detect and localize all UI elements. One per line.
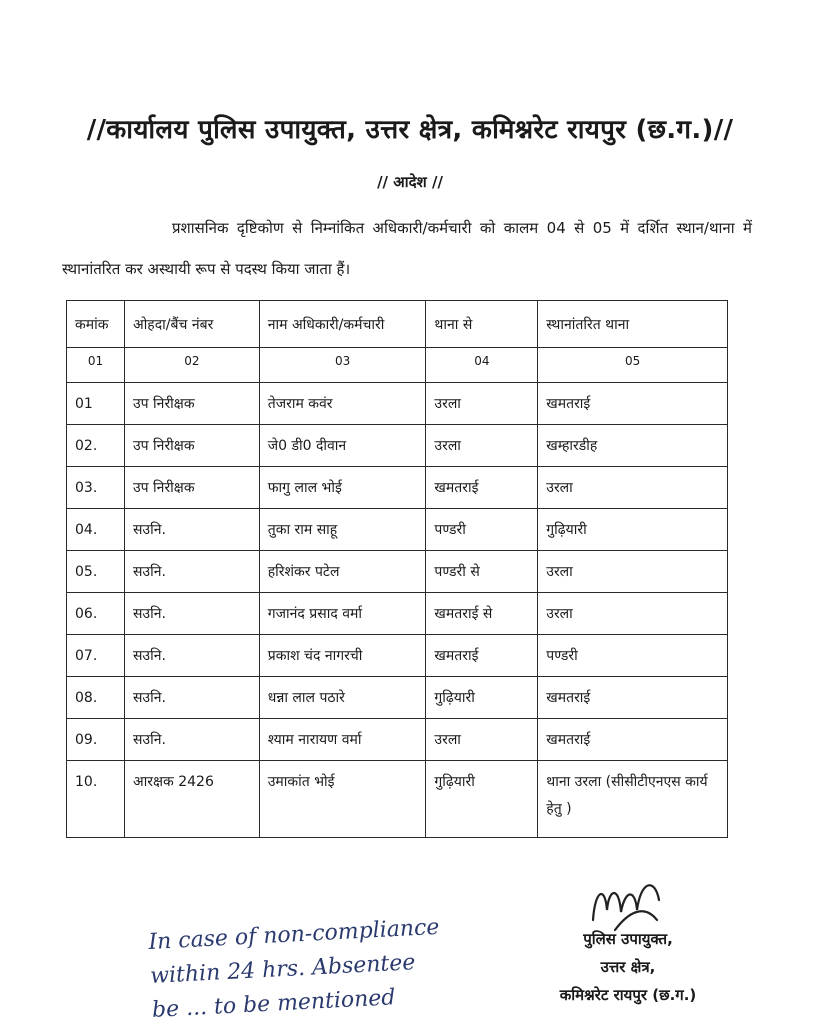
cell-from-station: उरला	[426, 383, 538, 425]
column-number: 01	[67, 348, 125, 383]
cell-serial: 09.	[67, 719, 125, 761]
cell-serial: 06.	[67, 593, 125, 635]
cell-rank: सउनि.	[124, 677, 259, 719]
cell-rank: सउनि.	[124, 719, 259, 761]
cell-from-station: पण्डरी	[426, 509, 538, 551]
table-row	[67, 593, 728, 635]
page-title: //कार्यालय पुलिस उपायुक्त, उत्तर क्षेत्र, कमिश्नरेट रायपुर (छ.ग.)//	[86, 115, 734, 145]
table-row	[67, 509, 728, 551]
cell-to-station: गुढ़ियारी	[538, 509, 728, 551]
cell-to-station: थाना उरला (सीसीटीएनएस कार्य हेतु )	[538, 761, 728, 838]
header-to-station: स्थानांतरित थाना	[538, 301, 728, 348]
cell-rank: उप निरीक्षक	[124, 425, 259, 467]
handwritten-line: within 24 hrs. Absentee	[149, 950, 416, 989]
cell-rank: उप निरीक्षक	[124, 383, 259, 425]
signature-block	[528, 925, 728, 1009]
cell-name: गजानंद प्रसाद वर्मा	[259, 593, 426, 635]
cell-serial: 07.	[67, 635, 125, 677]
header-name: नाम अधिकारी/कर्मचारी	[259, 301, 426, 348]
handwritten-note	[148, 904, 573, 1028]
transfer-table	[66, 300, 728, 838]
handwritten-line: be ... to be mentioned	[151, 985, 397, 1023]
cell-from-station: पण्डरी से	[426, 551, 538, 593]
cell-name: धन्ना लाल पठारे	[259, 677, 426, 719]
cell-from-station: खमतराई	[426, 635, 538, 677]
table-row	[67, 425, 728, 467]
cell-name: तुका राम साहू	[259, 509, 426, 551]
cell-serial: 01	[67, 383, 125, 425]
cell-from-station: गुढ़ियारी	[426, 677, 538, 719]
cell-name: तेजराम कवंर	[259, 383, 426, 425]
table-row	[67, 677, 728, 719]
cell-to-station: उरला	[538, 593, 728, 635]
header-from-station: थाना से	[426, 301, 538, 348]
column-number: 03	[259, 348, 426, 383]
cell-from-station: खमतराई से	[426, 593, 538, 635]
order-paragraph: प्रशासनिक दृष्टिकोण से निम्नांकित अधिकारी/कर्मचारी को कालम 04 से 05 में दर्शित स्थान/थाना में स्थानांतरित कर अस्थायी रूप से पदस्थ किया जाता हैं।	[62, 219, 752, 278]
cell-to-station: पण्डरी	[538, 635, 728, 677]
column-number: 05	[538, 348, 728, 383]
cell-serial: 05.	[67, 551, 125, 593]
table-row	[67, 383, 728, 425]
header-rank: ओहदा/बैंच नंबर	[124, 301, 259, 348]
cell-to-station: खमतराई	[538, 719, 728, 761]
cell-rank: सउनि.	[124, 551, 259, 593]
header-serial: कमांक	[67, 301, 125, 348]
cell-to-station: खमतराई	[538, 383, 728, 425]
cell-to-station: खमतराई	[538, 677, 728, 719]
signature-designation: पुलिस उपायुक्त,	[583, 930, 673, 948]
cell-name: उमाकांत भोई	[259, 761, 426, 838]
table-row	[67, 467, 728, 509]
cell-from-station: खमतराई	[426, 467, 538, 509]
column-number: 02	[124, 348, 259, 383]
cell-from-station: उरला	[426, 425, 538, 467]
cell-to-station: उरला	[538, 467, 728, 509]
table-row	[67, 761, 728, 838]
signature-office: कमिश्नरेट रायपुर (छ.ग.)	[559, 986, 697, 1004]
cell-from-station: गुढ़ियारी	[426, 761, 538, 838]
cell-serial: 04.	[67, 509, 125, 551]
cell-serial: 08.	[67, 677, 125, 719]
cell-name: हरिशंकर पटेल	[259, 551, 426, 593]
cell-name: प्रकाश चंद नागरची	[259, 635, 426, 677]
cell-serial: 10.	[67, 761, 125, 838]
cell-rank: सउनि.	[124, 635, 259, 677]
table-row	[67, 719, 728, 761]
handwritten-line: In case of non-compliance	[147, 914, 440, 956]
table-row	[67, 635, 728, 677]
cell-rank: आरक्षक 2426	[124, 761, 259, 838]
column-number: 04	[426, 348, 538, 383]
column-number-row	[67, 348, 728, 383]
table-header-row	[67, 301, 728, 348]
cell-from-station: उरला	[426, 719, 538, 761]
cell-serial: 02.	[67, 425, 125, 467]
cell-rank: सउनि.	[124, 593, 259, 635]
cell-rank: उप निरीक्षक	[124, 467, 259, 509]
cell-to-station: खम्हारडीह	[538, 425, 728, 467]
cell-name: फागु लाल भोई	[259, 467, 426, 509]
cell-serial: 03.	[67, 467, 125, 509]
cell-name: श्याम नारायण वर्मा	[259, 719, 426, 761]
cell-to-station: उरला	[538, 551, 728, 593]
cell-rank: सउनि.	[124, 509, 259, 551]
cell-name: जे0 डी0 दीवान	[259, 425, 426, 467]
order-label: // आदेश //	[377, 173, 443, 191]
signature-zone: उत्तर क्षेत्र,	[600, 958, 656, 976]
table-row	[67, 551, 728, 593]
